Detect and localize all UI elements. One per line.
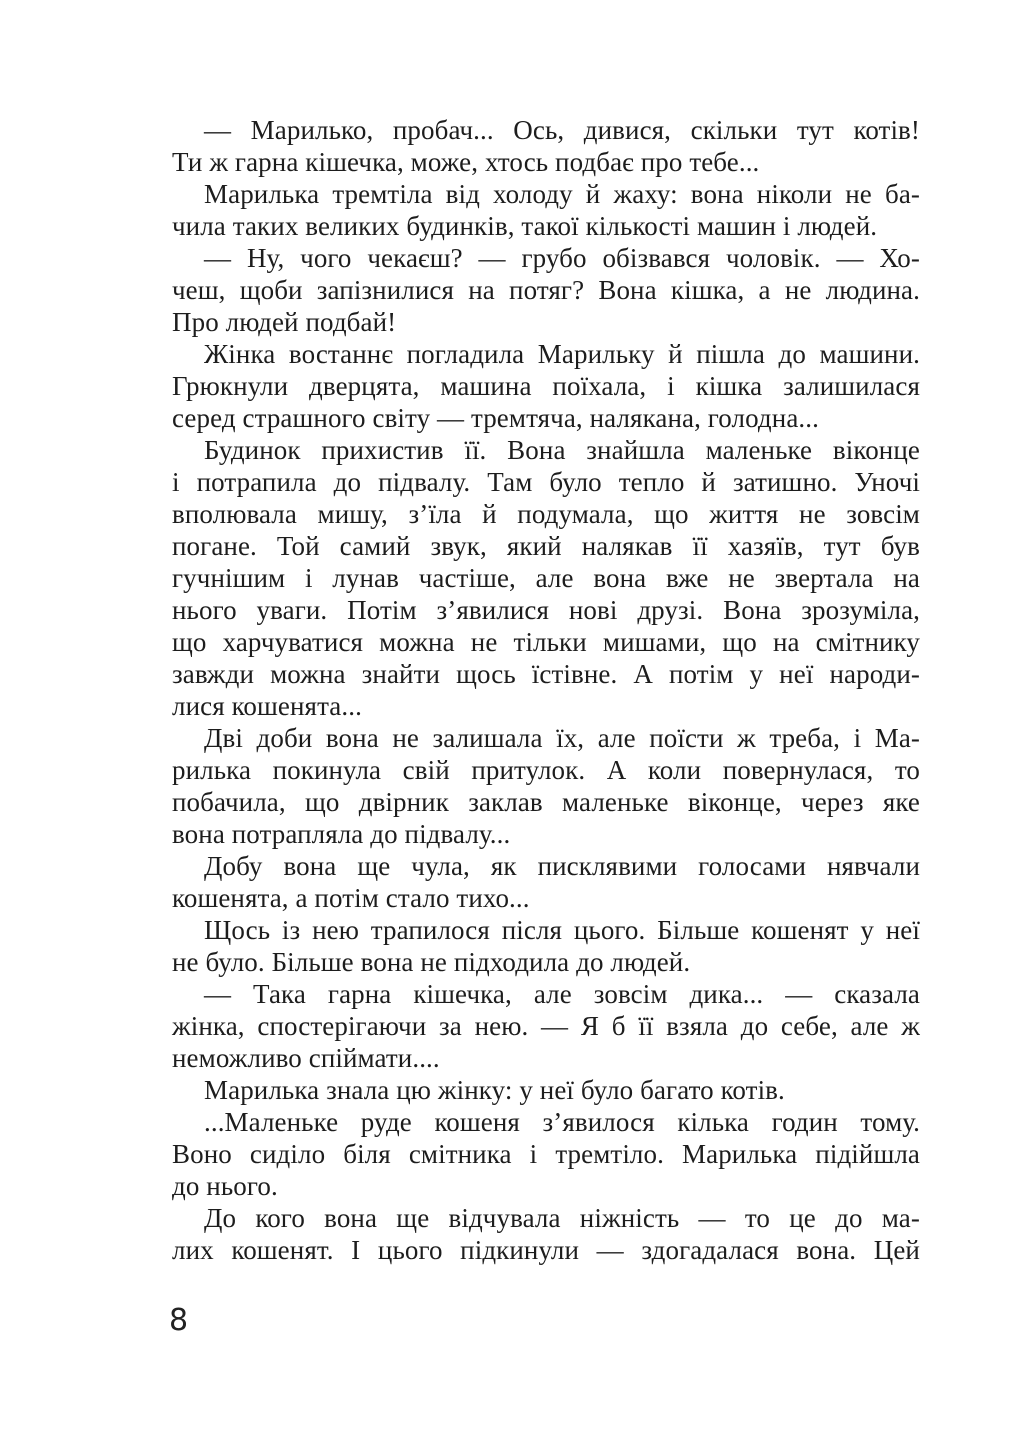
text-line: — Марилько, пробач... Ось, дивися, скільки тут котів! bbox=[204, 115, 920, 145]
paragraph bbox=[172, 1106, 920, 1202]
paragraph bbox=[172, 114, 920, 178]
paragraph bbox=[172, 978, 920, 1074]
text-line: Ти ж гарна кішечка, може, хтось подбає про тебе... bbox=[172, 147, 760, 177]
paragraph bbox=[172, 914, 920, 978]
page-number: 8 bbox=[169, 1303, 189, 1338]
text-line: нього уваги. Потім з’явилися нові друзі. Вона зрозуміла, bbox=[172, 595, 920, 625]
text-line: Будинок прихистив її. Вона знайшла маленьке віконце bbox=[204, 435, 920, 465]
text-line: вона потрапляла до підвалу... bbox=[172, 819, 511, 849]
text-line: Дві доби вона не залишала їх, але поїсти ж треба, і Ма- bbox=[204, 723, 920, 753]
text-line: Воно сиділо біля смітника і тремтіло. Марилька підійшла bbox=[172, 1139, 920, 1169]
text-line: вполювала мишу, з’їла й подумала, що життя не зовсім bbox=[172, 499, 920, 529]
text-line: завжди можна знайти щось їстівне. А потім у неї народи- bbox=[172, 659, 920, 689]
text-line: жінка, спостерігаючи за нею. — Я б її взяла до себе, але ж bbox=[172, 1011, 920, 1041]
text-line: лися кошенята... bbox=[172, 691, 362, 721]
text-line: гучнішим і лунав частіше, але вона вже не звертала на bbox=[172, 563, 920, 593]
text-line: кошенята, а потім стало тихо... bbox=[172, 883, 530, 913]
paragraph bbox=[172, 434, 920, 722]
paragraph bbox=[172, 722, 920, 850]
text-line: Про людей подбай! bbox=[172, 307, 397, 337]
text-line: рилька покинула свій притулок. А коли повернулася, то bbox=[172, 755, 920, 785]
text-line: ...Маленьке руде кошеня з’явилося кілька годин тому. bbox=[204, 1107, 920, 1137]
text-line: до нього. bbox=[172, 1171, 278, 1201]
paragraph bbox=[172, 178, 920, 242]
paragraph bbox=[172, 1202, 920, 1266]
text-line: Марилька знала цю жінку: у неї було багато котів. bbox=[204, 1075, 785, 1105]
text-line: погане. Той самий звук, який налякав її хазяїв, тут був bbox=[172, 531, 920, 561]
text-line: Добу вона ще чула, як писклявими голосами нявчали bbox=[204, 851, 920, 881]
text-line: — Така гарна кішечка, але зовсім дика... — сказала bbox=[204, 979, 920, 1009]
text-line: і потрапила до підвалу. Там було тепло й затишно. Уночі bbox=[172, 467, 920, 497]
paragraph bbox=[172, 338, 920, 434]
text-line: що харчуватися можна не тільки мишами, що на смітнику bbox=[172, 627, 920, 657]
text-line: Марилька тремтіла від холоду й жаху: вона ніколи не ба- bbox=[204, 179, 920, 209]
text-line: не було. Більше вона не підходила до людей. bbox=[172, 947, 691, 977]
text-line: Жінка востаннє погладила Марильку й пішла до машини. bbox=[204, 339, 920, 369]
text-line: чеш, щоби запізнилися на потяг? Вона кішка, а не людина. bbox=[172, 275, 920, 305]
paragraph bbox=[172, 242, 920, 338]
text-line: До кого вона ще відчувала ніжність — то це до ма- bbox=[204, 1203, 920, 1233]
paragraph bbox=[172, 1074, 920, 1106]
text-line: лих кошенят. І цього підкинули — здогадалася вона. Цей bbox=[172, 1235, 920, 1265]
text-line: — Ну, чого чекаєш? — грубо обізвався чоловік. — Хо- bbox=[204, 243, 920, 273]
text-line: побачила, що двірник заклав маленьке віконце, через яке bbox=[172, 787, 920, 817]
text-line: неможливо спіймати.... bbox=[172, 1043, 440, 1073]
text-line: Щось із нею трапилося після цього. Більше кошенят у неї bbox=[204, 915, 920, 945]
text-line: серед страшного світу — тремтяча, налякана, голодна... bbox=[172, 403, 819, 433]
text-line: чила таких великих будинків, такої кількості машин і людей. bbox=[172, 211, 878, 241]
text-line: Грюкнули дверцята, машина поїхала, і кішка залишилася bbox=[172, 371, 920, 401]
paragraph bbox=[172, 850, 920, 914]
text-block bbox=[172, 114, 920, 1266]
